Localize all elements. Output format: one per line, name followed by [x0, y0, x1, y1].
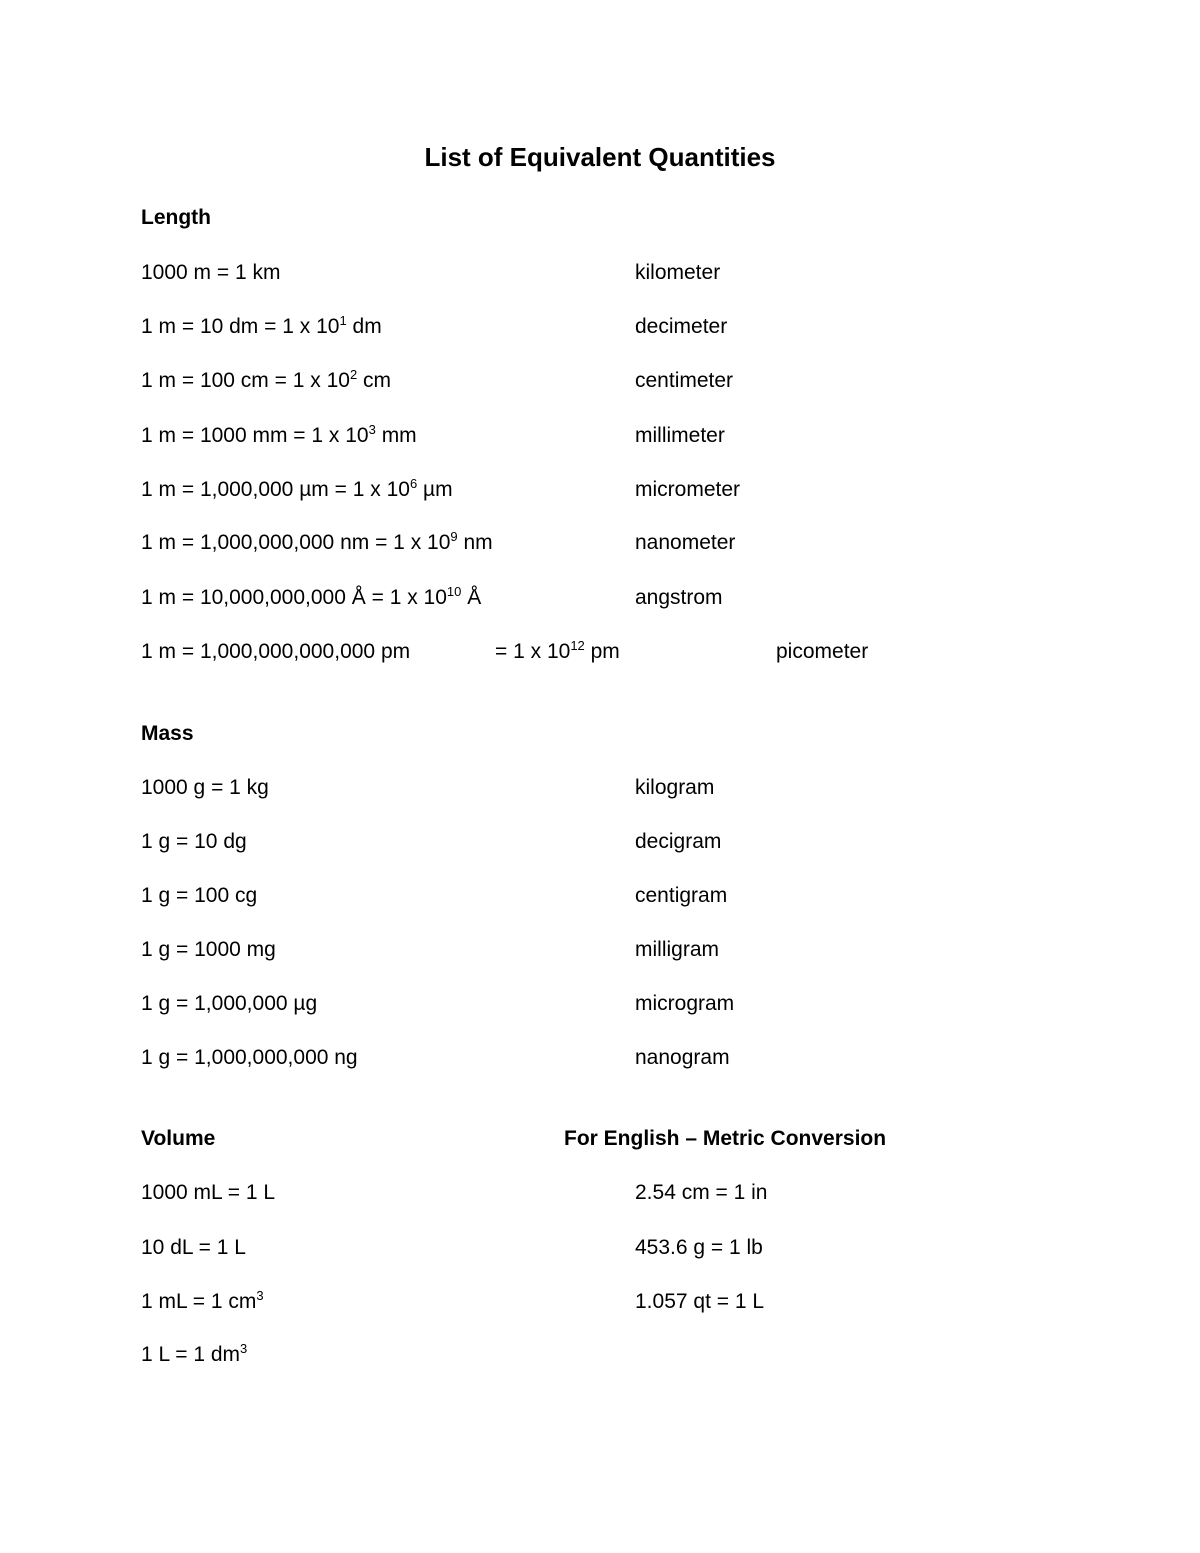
mass-equation-ng: 1 g = 1,000,000,000 ng [141, 1046, 358, 1069]
length-heading: Length [141, 206, 211, 229]
equation-unit: dm [346, 315, 382, 338]
mass-equation-cg: 1 g = 100 cg [141, 884, 258, 907]
equation-text: 1 L = 1 dm [141, 1343, 241, 1366]
exponent: 3 [256, 1288, 264, 1304]
equation-text: 10 dL = 1 L [141, 1236, 246, 1259]
conversion-g-lb: 453.6 g = 1 lb [635, 1236, 763, 1259]
length-equation-mm [141, 424, 417, 448]
mass-unit-cg: centigram [635, 884, 728, 907]
length-equation-nm [141, 531, 493, 555]
length-unit-um: micrometer [635, 478, 741, 501]
mass-unit-ug: microgram [635, 992, 735, 1015]
volume-heading: Volume [141, 1127, 216, 1150]
mass-equation-kg: 1000 g = 1 kg [141, 776, 269, 799]
length-unit-km: kilometer [635, 261, 721, 284]
equation-unit: mm [375, 424, 417, 447]
mass-unit-dg: decigram [635, 830, 722, 853]
conversion-cm-in: 2.54 cm = 1 in [635, 1181, 768, 1204]
equation-text: 1 m = 100 cm = 1 x 10 [141, 369, 350, 392]
equation-text: 1 m = 10 dm = 1 x 10 [141, 315, 340, 338]
exponent: 12 [570, 638, 585, 654]
mass-unit-kg: kilogram [635, 776, 715, 799]
conversion-heading: For English – Metric Conversion [564, 1127, 887, 1150]
equation-unit: cm [357, 369, 392, 392]
equation-text: 1000 mL = 1 L [141, 1181, 276, 1204]
equation-text: 1 m = 1,000,000,000 nm = 1 x 10 [141, 531, 451, 554]
length-equation-cm [141, 369, 391, 393]
length-unit-angstrom: angstrom [635, 586, 723, 609]
length-equation-um [141, 478, 453, 502]
equation-unit: µm [417, 478, 453, 501]
equation-unit: pm [584, 640, 620, 663]
volume-equation-dm3 [141, 1343, 247, 1367]
volume-equation-dl [141, 1236, 246, 1260]
exponent: 3 [368, 422, 376, 438]
length-unit-pm: picometer [776, 640, 869, 663]
exponent: 9 [450, 529, 458, 545]
equation-text: 1 mL = 1 cm [141, 1290, 257, 1313]
length-equation-pm-left: 1 m = 1,000,000,000,000 pm [141, 640, 411, 663]
page-title: List of Equivalent Quantities [424, 142, 776, 172]
equation-unit: nm [457, 531, 493, 554]
mass-unit-mg: milligram [635, 938, 719, 961]
length-equation-dm [141, 315, 382, 339]
conversion-qt-l: 1.057 qt = 1 L [635, 1290, 765, 1313]
mass-heading: Mass [141, 722, 194, 745]
length-equation-angstrom [141, 586, 481, 610]
exponent: 6 [409, 476, 418, 492]
length-unit-dm: decimeter [635, 315, 728, 338]
exponent: 10 [446, 584, 462, 600]
equation-unit: Å [461, 586, 482, 609]
exponent: 2 [349, 367, 358, 383]
length-unit-cm: centimeter [635, 369, 734, 392]
mass-equation-mg: 1 g = 1000 mg [141, 938, 276, 961]
equation-text: 1 m = 1,000,000 µm = 1 x 10 [141, 478, 410, 501]
equation-text: 1 m = 10,000,000,000 Å = 1 x 10 [141, 586, 447, 609]
volume-equation-cm3 [141, 1290, 264, 1314]
mass-unit-ng: nanogram [635, 1046, 730, 1069]
equation-text: 1 m = 1000 mm = 1 x 10 [141, 424, 369, 447]
equation-text: = 1 x 10 [495, 640, 571, 663]
exponent: 1 [339, 313, 347, 329]
volume-equation-ml [141, 1181, 275, 1205]
length-unit-nm: nanometer [635, 531, 736, 554]
length-equation-km [141, 261, 280, 285]
mass-equation-ug: 1 g = 1,000,000 µg [141, 992, 318, 1015]
equation-text: 1000 m = 1 km [141, 261, 281, 284]
length-equation-pm-right [495, 640, 620, 664]
mass-equation-dg: 1 g = 10 dg [141, 830, 247, 853]
length-unit-mm: millimeter [635, 424, 725, 447]
exponent: 3 [240, 1341, 248, 1357]
